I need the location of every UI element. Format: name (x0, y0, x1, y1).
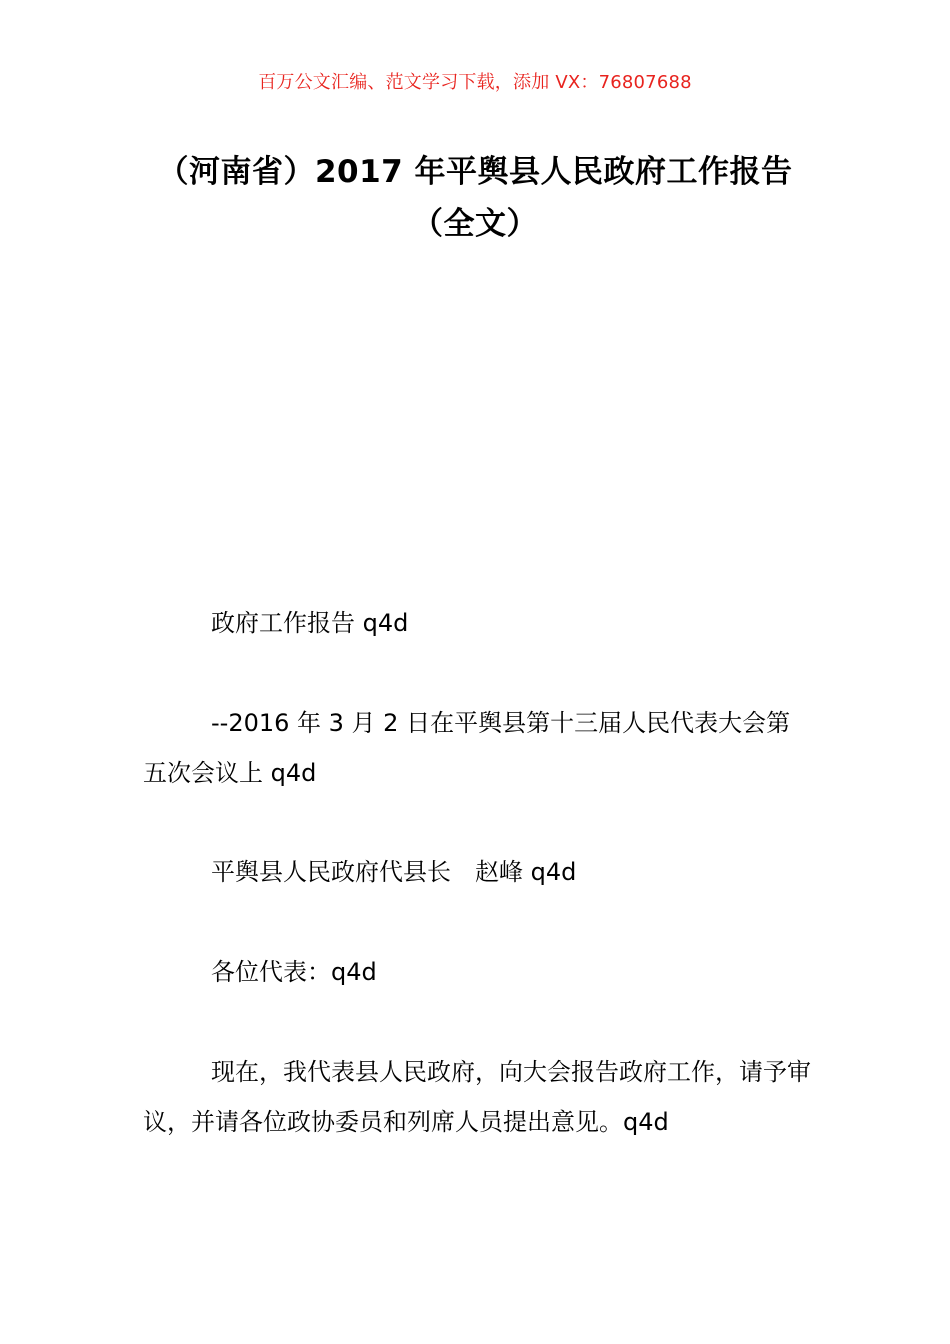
document-title: （河南省）2017 年平舆县人民政府工作报告（全文） (157, 154, 793, 242)
paragraph-salutation: 各位代表：q4d (211, 958, 377, 986)
paragraph-meeting-info: --2016 年 3 月 2 日在平舆县第十三届人民代表大会第五次会议上 q4d (143, 709, 791, 787)
header-promo-note: 百万公文汇编、范文学习下载，添加 VX：76807688 (258, 72, 692, 93)
paragraph-opening: 现在，我代表县人民政府，向大会报告政府工作，请予审议，并请各位政协委员和列席人员提出意见。q4d (143, 1058, 811, 1136)
paragraph-report-name: 政府工作报告 q4d (211, 609, 409, 637)
paragraph-speaker: 平舆县人民政府代县长 赵峰 q4d (211, 858, 577, 886)
